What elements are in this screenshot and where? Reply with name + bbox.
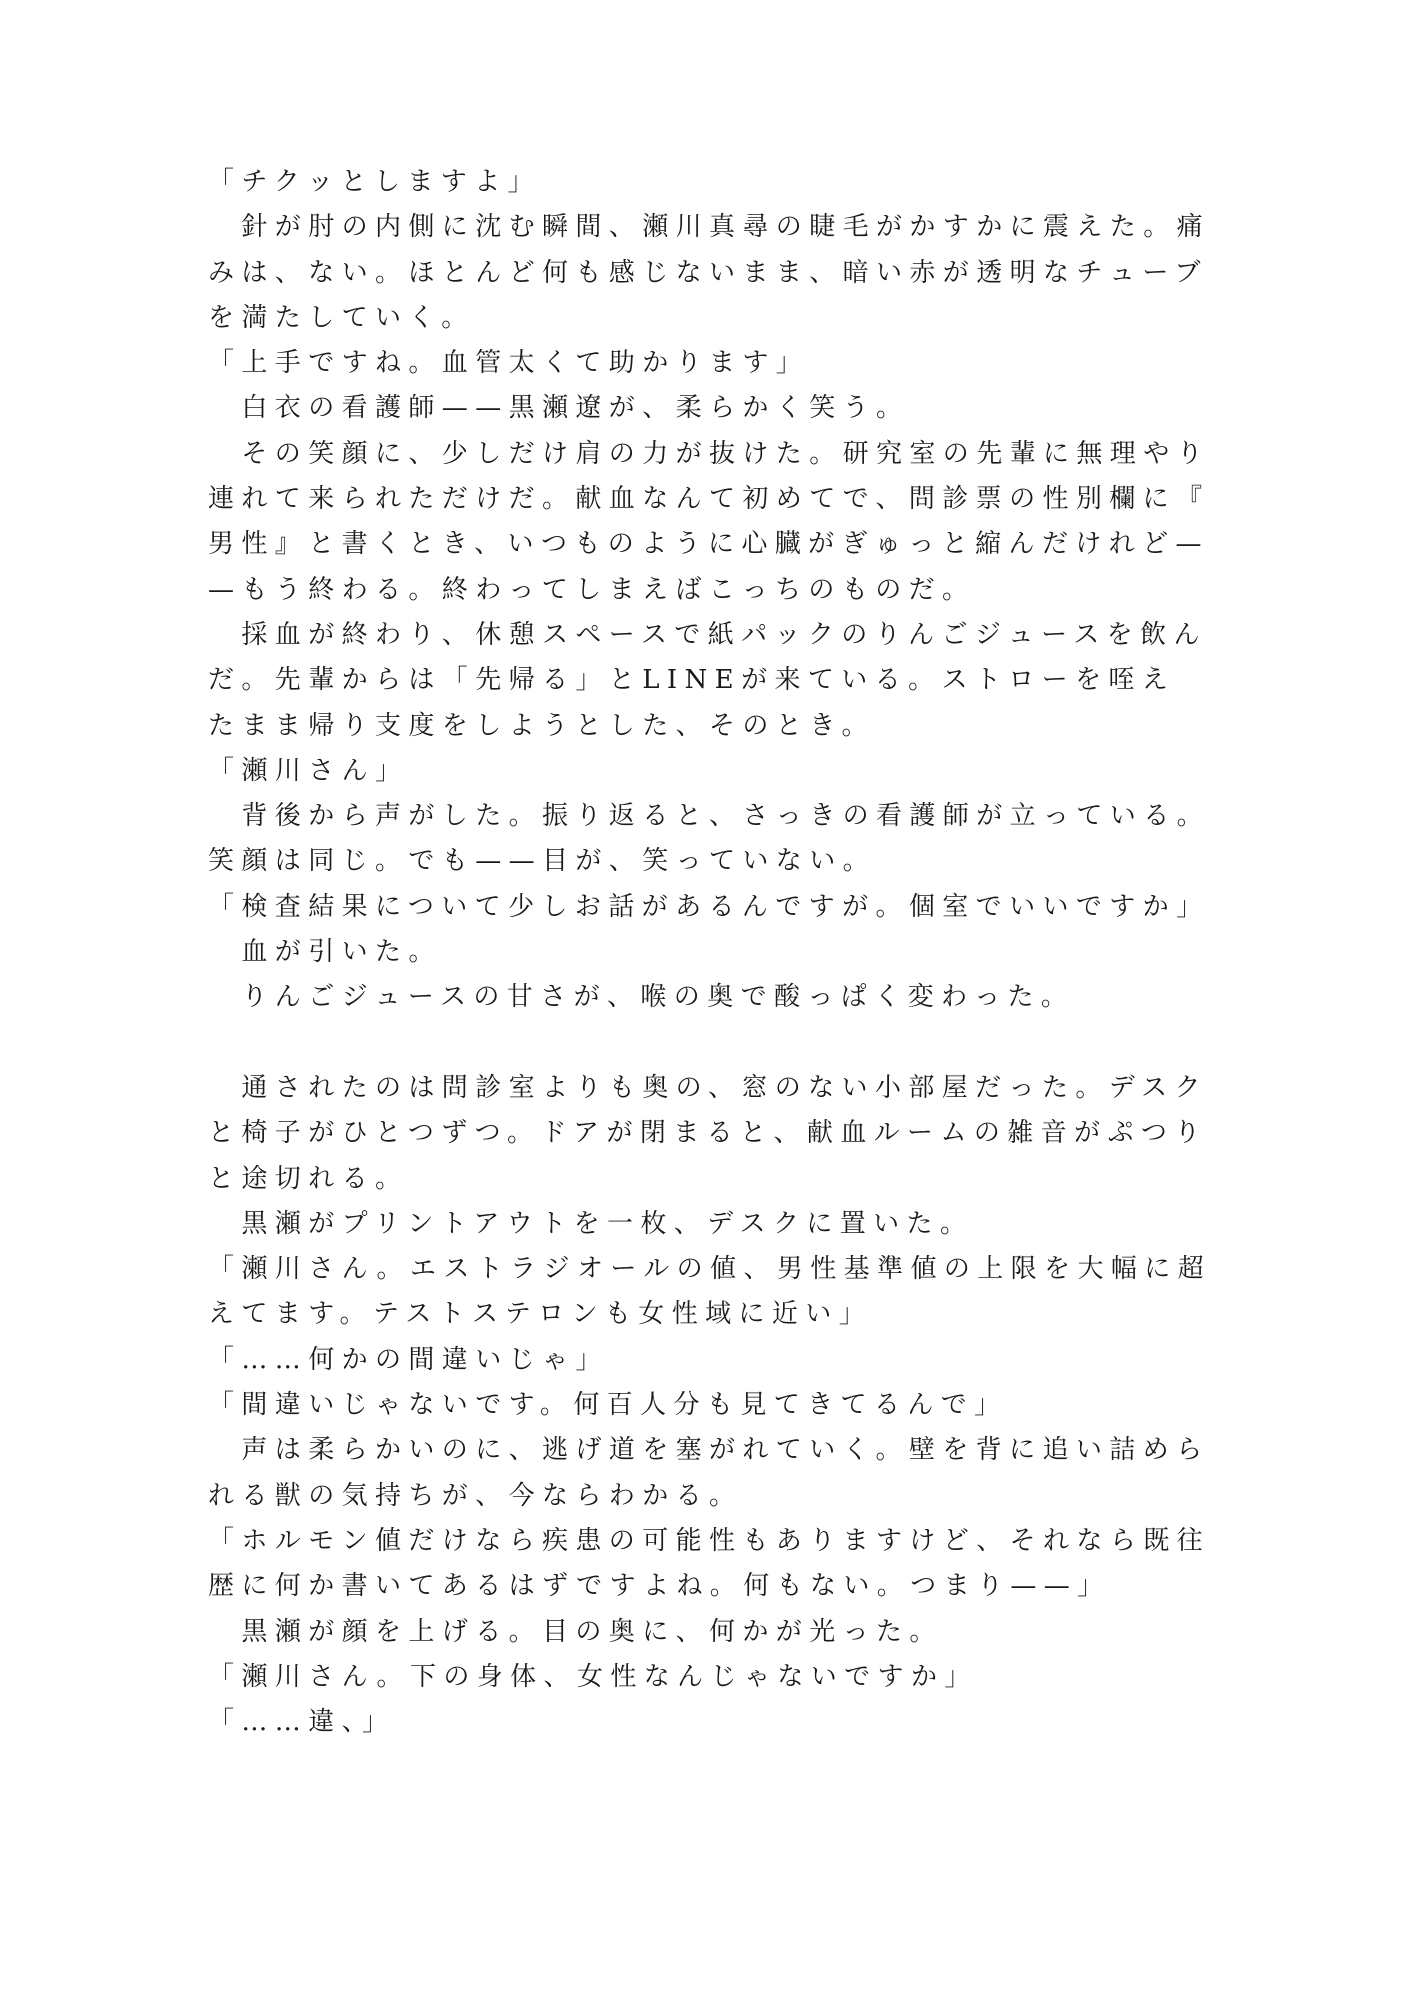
text-line-1: 「チクッとしますよ」 (208, 167, 541, 197)
text-line-14: 「瀬川さん」 (208, 755, 409, 786)
text-line-27: 「……何かの間違いじゃ」 (208, 1344, 609, 1375)
text-line-4: を満たしていく。 (208, 302, 475, 333)
text-line-33: 黒瀬が顔を上げる。目の奥に、何かが光った。 (208, 1616, 943, 1647)
text-line-2: 針が肘の内側に沈む瞬間、瀬川真尋の睫毛がかすかに震えた。痛 (208, 212, 1211, 243)
text-line-17: 「検査結果について少しお話があるんですが。個室でいいですか」 (208, 891, 1210, 922)
text-line-19: りんごジュースの甘さが、喉の奥で酸っぱく変わった。 (208, 982, 1075, 1013)
scene-break (208, 1021, 1218, 1066)
text-line-31: 「ホルモン値だけなら疾患の可能性もありますけど、それなら既往 (208, 1525, 1211, 1556)
text-line-35: 「……違、」 (208, 1707, 396, 1738)
text-line-16: 笑顔は同じ。でも——目が、笑っていない。 (208, 846, 877, 877)
text-line-23: と途切れる。 (208, 1163, 409, 1194)
text-line-7: その笑顔に、少しだけ肩の力が抜けた。研究室の先輩に無理やり (208, 438, 1211, 469)
text-line-29: 声は柔らかいのに、逃げ道を塞がれていく。壁を背に追い詰めら (208, 1435, 1210, 1466)
document-body (208, 160, 1218, 1745)
text-line-25: 「瀬川さん。エストラジオールの値、男性基準値の上限を大幅に超 (208, 1254, 1212, 1285)
text-line-24: 黒瀬がプリントアウトを一枚、デスクに置いた。 (208, 1208, 974, 1239)
text-line-13: たまま帰り支度をしようとした、そのとき。 (208, 710, 875, 741)
text-line-22: と椅子がひとつずつ。ドアが閉まると、献血ルームの雑音がぷつり (208, 1118, 1208, 1149)
text-line-15: 背後から声がした。振り返ると、さっきの看護師が立っている。 (208, 801, 1211, 832)
text-line-18: 血が引いた。 (208, 937, 442, 968)
text-line-5: 「上手ですね。血管太くて助かります」 (208, 348, 810, 379)
text-line-9: 男性』と書くとき、いつものように心臓がぎゅっと縮んだけれど— (208, 529, 1209, 560)
text-line-32: 歴に何か書いてあるはずですよね。何もない。つまり——」 (208, 1571, 1111, 1602)
text-line-21: 通されたのは問診室よりも奥の、窓のない小部屋だった。デスク (208, 1072, 1208, 1103)
text-line-12: だ。先輩からは「先帰る」とLINEが来ている。ストローを咥え (208, 665, 1176, 696)
text-line-6: 白衣の看護師——黒瀬遼が、柔らかく笑う。 (208, 393, 910, 424)
text-line-26: えてます。テストステロンも女性域に近い」 (208, 1299, 873, 1330)
text-line-28: 「間違いじゃないです。何百人分も見てきてるんで」 (208, 1390, 1008, 1421)
text-line-3: みは、ない。ほとんど何も感じないまま、暗い赤が透明なチューブ (208, 257, 1208, 288)
text-line-34: 「瀬川さん。下の身体、女性なんじゃないですか」 (208, 1661, 978, 1692)
text-line-30: れる獣の気持ちが、今ならわかる。 (208, 1480, 743, 1511)
text-line-11: 採血が終わり、休憩スペースで紙パックのりんごジュースを飲ん (208, 619, 1207, 650)
text-line-8: 連れて来られただけだ。献血なんて初めてで、問診票の性別欄に『 (208, 484, 1210, 515)
text-line-10: —もう終わる。終わってしまえばこっちのものだ。 (208, 574, 976, 605)
